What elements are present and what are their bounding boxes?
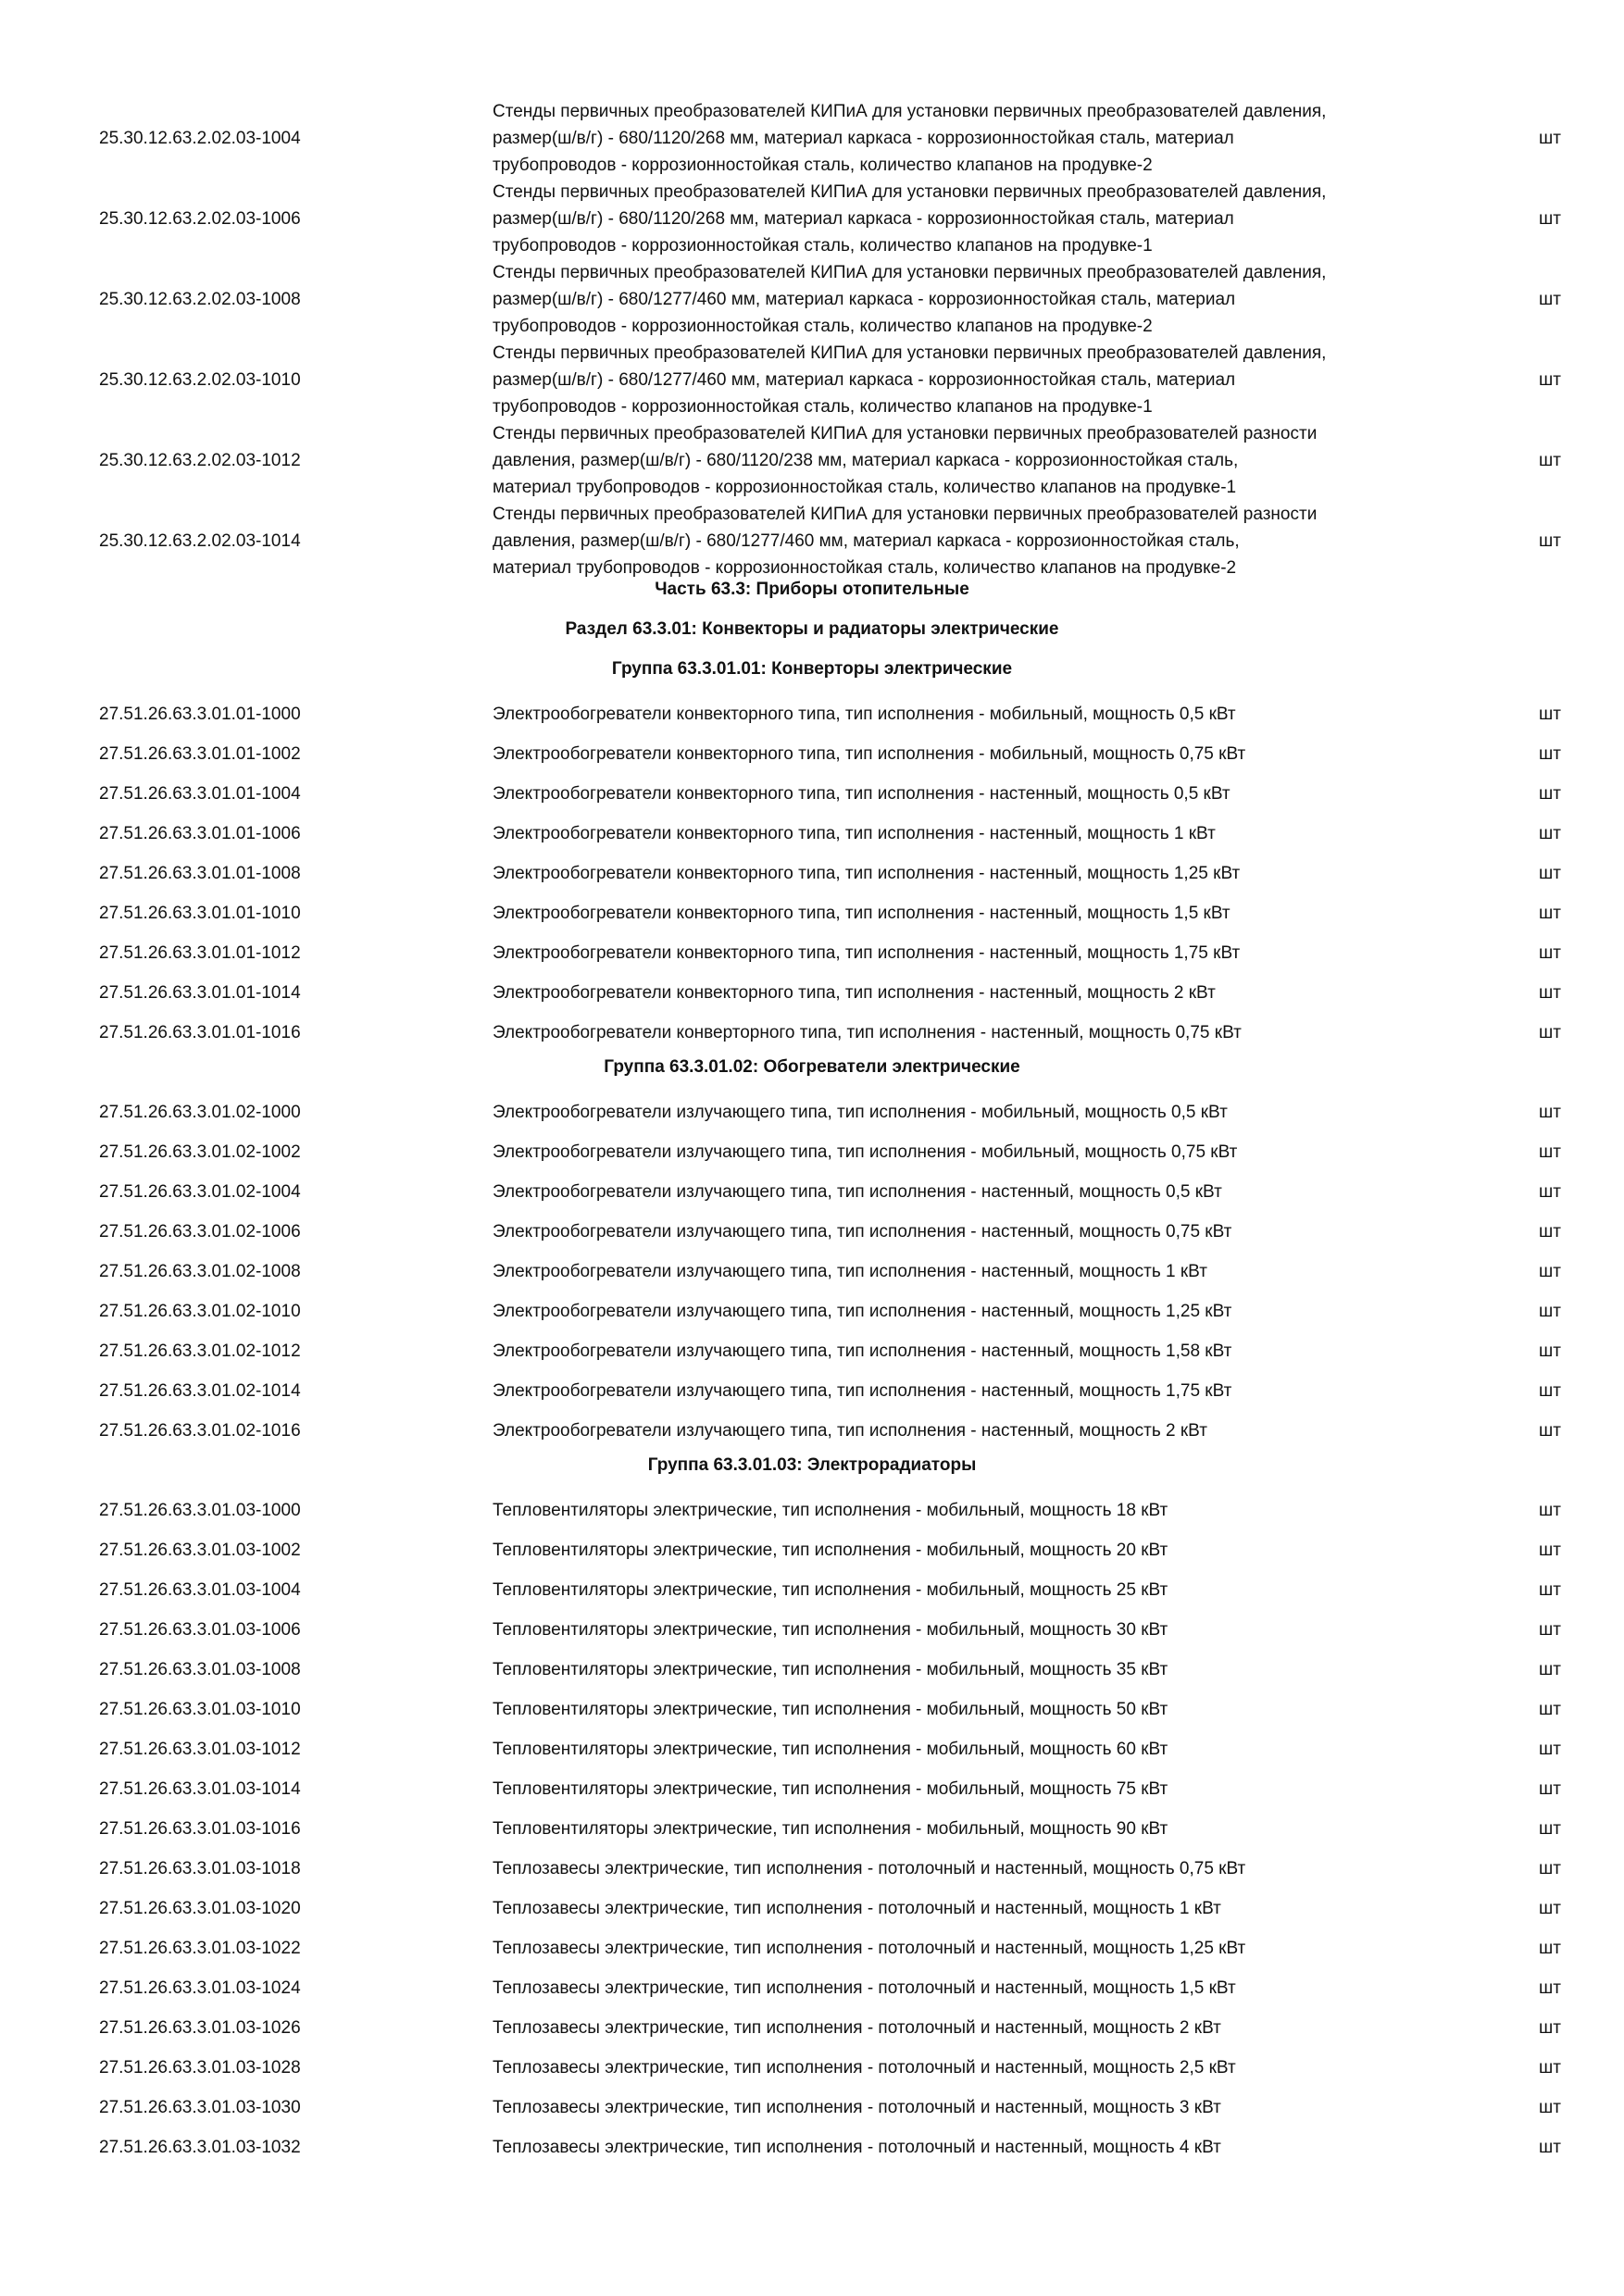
item-unit: шт [1539,943,1561,963]
description-line: Электрообогреватели излучающего типа, тип исполнения - настенный, мощность 1,58 кВт [493,1341,1232,1361]
item-code: 25.30.12.63.2.02.03-1006 [99,209,301,229]
section-heading: Часть 63.3: Приборы отопительные [655,580,969,599]
item-code: 27.51.26.63.3.01.02-1010 [99,1302,301,1321]
section-heading: Группа 63.3.01.01: Конверторы электрические [611,659,1013,679]
description-line: Тепловентиляторы электрические, тип исполнения - мобильный, мощность 25 кВт [493,1580,1168,1600]
item-description [493,940,1455,967]
description-line: размер(ш/в/г) - 680/1277/460 мм, материал каркаса - коррозионностойкая сталь, материал [493,370,1236,390]
item-unit: шт [1539,1660,1561,1679]
description-line: давления, размер(ш/в/г) - 680/1277/460 мм, материал каркаса - коррозионностойкая сталь, [493,531,1240,551]
item-description [493,1338,1455,1365]
item-description [493,1298,1455,1325]
description-line: Электрообогреватели излучающего типа, тип исполнения - настенный, мощность 1,25 кВт [493,1302,1232,1321]
item-unit: шт [1539,370,1561,390]
section-heading: Группа 63.3.01.03: Электрорадиаторы [647,1455,977,1475]
item-unit: шт [1539,451,1561,470]
item-description [493,1537,1455,1564]
item-code: 27.51.26.63.3.01.01-1008 [99,864,301,883]
description-line: Электрообогреватели конвекторного типа, тип исполнения - настенный, мощность 1,25 кВт [493,864,1241,883]
item-unit: шт [1539,1700,1561,1719]
item-code: 27.51.26.63.3.01.01-1004 [99,784,301,804]
item-unit: шт [1539,1819,1561,1839]
item-code: 25.30.12.63.2.02.03-1014 [99,531,301,551]
item-unit: шт [1539,1859,1561,1878]
item-code: 27.51.26.63.3.01.03-1032 [99,2138,301,2157]
item-unit: шт [1539,1302,1561,1321]
description-line: Тепловентиляторы электрические, тип исполнения - мобильный, мощность 20 кВт [493,1541,1168,1560]
description-line: Электрообогреватели излучающего типа, тип исполнения - мобильный, мощность 0,5 кВт [493,1103,1228,1122]
description-line: размер(ш/в/г) - 680/1277/460 мм, материал каркаса - коррозионностойкая сталь, материал [493,290,1236,309]
description-line: Тепловентиляторы электрические, тип исполнения - мобильный, мощность 50 кВт [493,1700,1168,1719]
description-line: Электрообогреватели конвекторного типа, тип исполнения - настенный, мощность 2 кВт [493,983,1216,1003]
item-unit: шт [1539,864,1561,883]
item-unit: шт [1539,1023,1561,1042]
item-code: 27.51.26.63.3.01.03-1012 [99,1740,301,1759]
item-unit: шт [1539,1103,1561,1122]
item-description [493,98,1455,179]
item-description [493,501,1455,581]
item-code: 27.51.26.63.3.01.02-1008 [99,1262,301,1281]
item-description [493,1577,1455,1603]
item-unit: шт [1539,1939,1561,1958]
item-description [493,179,1455,259]
item-code: 27.51.26.63.3.01.03-1004 [99,1580,301,1600]
item-unit: шт [1539,1978,1561,1998]
description-line: Электрообогреватели конверторного типа, тип исполнения - настенный, мощность 0,75 кВт [493,1023,1242,1042]
item-code: 27.51.26.63.3.01.02-1016 [99,1421,301,1441]
item-description [493,2054,1455,2081]
item-description [493,1895,1455,1922]
item-description [493,780,1455,807]
description-line: Стенды первичных преобразователей КИПиА для установки первичных преобразователей разности [493,424,1318,443]
item-description [493,2134,1455,2161]
item-description [493,2015,1455,2041]
description-line: трубопроводов - коррозионностойкая сталь, количество клапанов на продувке-2 [493,317,1153,336]
description-line: Теплозавесы электрические, тип исполнения - потолочный и настенный, мощность 4 кВт [493,2138,1221,2157]
description-line: трубопроводов - коррозионностойкая сталь, количество клапанов на продувке-1 [493,397,1153,417]
item-code: 27.51.26.63.3.01.02-1006 [99,1222,301,1242]
description-line: Электрообогреватели конвекторного типа, тип исполнения - настенный, мощность 1 кВт [493,824,1216,843]
item-code: 27.51.26.63.3.01.02-1004 [99,1182,301,1202]
item-unit: шт [1539,2058,1561,2078]
description-line: Теплозавесы электрические, тип исполнения - потолочный и настенный, мощность 0,75 кВт [493,1859,1246,1878]
description-line: Теплозавесы электрические, тип исполнения - потолочный и настенный, мощность 1,25 кВт [493,1939,1246,1958]
item-unit: шт [1539,1541,1561,1560]
item-description [493,1855,1455,1882]
item-description [493,1139,1455,1166]
item-description [493,820,1455,847]
item-description [493,420,1455,501]
description-line: давления, размер(ш/в/г) - 680/1120/238 мм, материал каркаса - коррозионностойкая сталь, [493,451,1239,470]
item-unit: шт [1539,1182,1561,1202]
description-line: Тепловентиляторы электрические, тип исполнения - мобильный, мощность 75 кВт [493,1779,1168,1799]
item-code: 27.51.26.63.3.01.01-1002 [99,744,301,764]
description-line: Стенды первичных преобразователей КИПиА для установки первичных преобразователей разности [493,505,1318,524]
description-line: Электрообогреватели конвекторного типа, тип исполнения - настенный, мощность 0,5 кВт [493,784,1230,804]
item-description [493,1099,1455,1126]
item-unit: шт [1539,1262,1561,1281]
description-line: Электрообогреватели излучающего типа, тип исполнения - мобильный, мощность 0,75 кВт [493,1142,1238,1162]
item-code: 27.51.26.63.3.01.01-1000 [99,705,301,724]
description-line: трубопроводов - коррозионностойкая сталь, количество клапанов на продувке-1 [493,236,1153,256]
item-description [493,1696,1455,1723]
description-line: Электрообогреватели конвекторного типа, тип исполнения - настенный, мощность 1,75 кВт [493,943,1241,963]
item-description [493,1417,1455,1444]
item-code: 27.51.26.63.3.01.02-1014 [99,1381,301,1401]
description-line: Электрообогреватели излучающего типа, тип исполнения - настенный, мощность 0,75 кВт [493,1222,1232,1242]
item-unit: шт [1539,1501,1561,1520]
item-code: 27.51.26.63.3.01.03-1020 [99,1899,301,1918]
description-line: размер(ш/в/г) - 680/1120/268 мм, материал каркаса - коррозионностойкая сталь, материал [493,129,1234,148]
description-line: Электрообогреватели конвекторного типа, тип исполнения - мобильный, мощность 0,75 кВт [493,744,1246,764]
item-code: 27.51.26.63.3.01.03-1014 [99,1779,301,1799]
description-line: Стенды первичных преобразователей КИПиА для установки первичных преобразователей давления, [493,102,1327,121]
item-description [493,1935,1455,1962]
description-line: Электрообогреватели излучающего типа, тип исполнения - настенный, мощность 1 кВт [493,1262,1207,1281]
item-unit: шт [1539,1779,1561,1799]
item-description [493,860,1455,887]
item-unit: шт [1539,129,1561,148]
item-unit: шт [1539,705,1561,724]
description-line: Электрообогреватели конвекторного типа, тип исполнения - настенный, мощность 1,5 кВт [493,904,1230,923]
description-line: Тепловентиляторы электрические, тип исполнения - мобильный, мощность 90 кВт [493,1819,1168,1839]
item-code: 27.51.26.63.3.01.02-1002 [99,1142,301,1162]
item-code: 27.51.26.63.3.01.01-1016 [99,1023,301,1042]
item-description [493,259,1455,340]
item-code: 27.51.26.63.3.01.03-1024 [99,1978,301,1998]
item-description [493,340,1455,420]
description-line: Стенды первичных преобразователей КИПиА для установки первичных преобразователей давления, [493,343,1327,363]
item-description [493,741,1455,767]
item-code: 25.30.12.63.2.02.03-1012 [99,451,301,470]
item-unit: шт [1539,744,1561,764]
description-line: Электрообогреватели излучающего типа, тип исполнения - настенный, мощность 1,75 кВт [493,1381,1232,1401]
description-line: Электрообогреватели излучающего типа, тип исполнения - настенный, мощность 2 кВт [493,1421,1207,1441]
item-description [493,701,1455,728]
item-unit: шт [1539,2018,1561,2038]
item-code: 27.51.26.63.3.01.03-1026 [99,2018,301,2038]
item-description [493,1218,1455,1245]
item-unit: шт [1539,2098,1561,2117]
item-description [493,900,1455,927]
item-code: 27.51.26.63.3.01.03-1000 [99,1501,301,1520]
section-heading: Раздел 63.3.01: Конвекторы и радиаторы электрические [565,619,1059,639]
description-line: Тепловентиляторы электрические, тип исполнения - мобильный, мощность 60 кВт [493,1740,1168,1759]
item-code: 25.30.12.63.2.02.03-1008 [99,290,301,309]
description-line: Теплозавесы электрические, тип исполнения - потолочный и настенный, мощность 2,5 кВт [493,2058,1236,2078]
section-heading: Группа 63.3.01.02: Обогреватели электрические [604,1057,1020,1077]
description-line: Теплозавесы электрические, тип исполнения - потолочный и настенный, мощность 2 кВт [493,2018,1221,2038]
item-unit: шт [1539,1222,1561,1242]
description-line: Теплозавесы электрические, тип исполнения - потолочный и настенный, мощность 1,5 кВт [493,1978,1236,1998]
item-code: 27.51.26.63.3.01.03-1002 [99,1541,301,1560]
item-description [493,1776,1455,1803]
item-code: 27.51.26.63.3.01.03-1022 [99,1939,301,1958]
item-unit: шт [1539,1899,1561,1918]
item-description [493,1179,1455,1205]
item-code: 27.51.26.63.3.01.03-1018 [99,1859,301,1878]
item-unit: шт [1539,824,1561,843]
description-line: Стенды первичных преобразователей КИПиА для установки первичных преобразователей давления, [493,182,1327,202]
item-unit: шт [1539,531,1561,551]
item-code: 27.51.26.63.3.01.02-1012 [99,1341,301,1361]
item-description [493,1258,1455,1285]
item-description [493,1019,1455,1046]
item-code: 27.51.26.63.3.01.01-1014 [99,983,301,1003]
item-description [493,1975,1455,2002]
item-code: 25.30.12.63.2.02.03-1010 [99,370,301,390]
description-line: Тепловентиляторы электрические, тип исполнения - мобильный, мощность 30 кВт [493,1620,1168,1640]
description-line: материал трубопроводов - коррозионностойкая сталь, количество клапанов на продувке-1 [493,478,1237,497]
description-line: Тепловентиляторы электрические, тип исполнения - мобильный, мощность 35 кВт [493,1660,1168,1679]
item-description [493,2094,1455,2121]
item-unit: шт [1539,983,1561,1003]
item-code: 27.51.26.63.3.01.03-1008 [99,1660,301,1679]
item-unit: шт [1539,1620,1561,1640]
item-unit: шт [1539,290,1561,309]
item-code: 27.51.26.63.3.01.03-1028 [99,2058,301,2078]
item-code: 27.51.26.63.3.01.02-1000 [99,1103,301,1122]
item-description [493,1656,1455,1683]
item-description [493,1736,1455,1763]
item-unit: шт [1539,2138,1561,2157]
description-line: размер(ш/в/г) - 680/1120/268 мм, материал каркаса - коррозионностойкая сталь, материал [493,209,1234,229]
description-line: Электрообогреватели излучающего типа, тип исполнения - настенный, мощность 0,5 кВт [493,1182,1222,1202]
item-unit: шт [1539,904,1561,923]
item-unit: шт [1539,1421,1561,1441]
description-line: материал трубопроводов - коррозионностойкая сталь, количество клапанов на продувке-2 [493,558,1237,578]
description-line: Электрообогреватели конвекторного типа, тип исполнения - мобильный, мощность 0,5 кВт [493,705,1236,724]
item-description [493,980,1455,1006]
description-line: трубопроводов - коррозионностойкая сталь, количество клапанов на продувке-2 [493,156,1153,175]
item-code: 27.51.26.63.3.01.03-1016 [99,1819,301,1839]
item-unit: шт [1539,784,1561,804]
description-line: Тепловентиляторы электрические, тип исполнения - мобильный, мощность 18 кВт [493,1501,1168,1520]
item-unit: шт [1539,1381,1561,1401]
item-unit: шт [1539,1341,1561,1361]
item-code: 27.51.26.63.3.01.03-1010 [99,1700,301,1719]
item-code: 27.51.26.63.3.01.01-1012 [99,943,301,963]
item-description [493,1497,1455,1524]
description-line: Теплозавесы электрические, тип исполнения - потолочный и настенный, мощность 3 кВт [493,2098,1221,2117]
item-description [493,1816,1455,1842]
description-line: Теплозавесы электрические, тип исполнения - потолочный и настенный, мощность 1 кВт [493,1899,1221,1918]
item-unit: шт [1539,1580,1561,1600]
item-code: 25.30.12.63.2.02.03-1004 [99,129,301,148]
item-unit: шт [1539,209,1561,229]
item-code: 27.51.26.63.3.01.03-1006 [99,1620,301,1640]
item-code: 27.51.26.63.3.01.01-1010 [99,904,301,923]
item-unit: шт [1539,1740,1561,1759]
item-unit: шт [1539,1142,1561,1162]
item-code: 27.51.26.63.3.01.01-1006 [99,824,301,843]
description-line: Стенды первичных преобразователей КИПиА для установки первичных преобразователей давления, [493,263,1327,282]
item-description [493,1616,1455,1643]
item-code: 27.51.26.63.3.01.03-1030 [99,2098,301,2117]
item-description [493,1378,1455,1404]
